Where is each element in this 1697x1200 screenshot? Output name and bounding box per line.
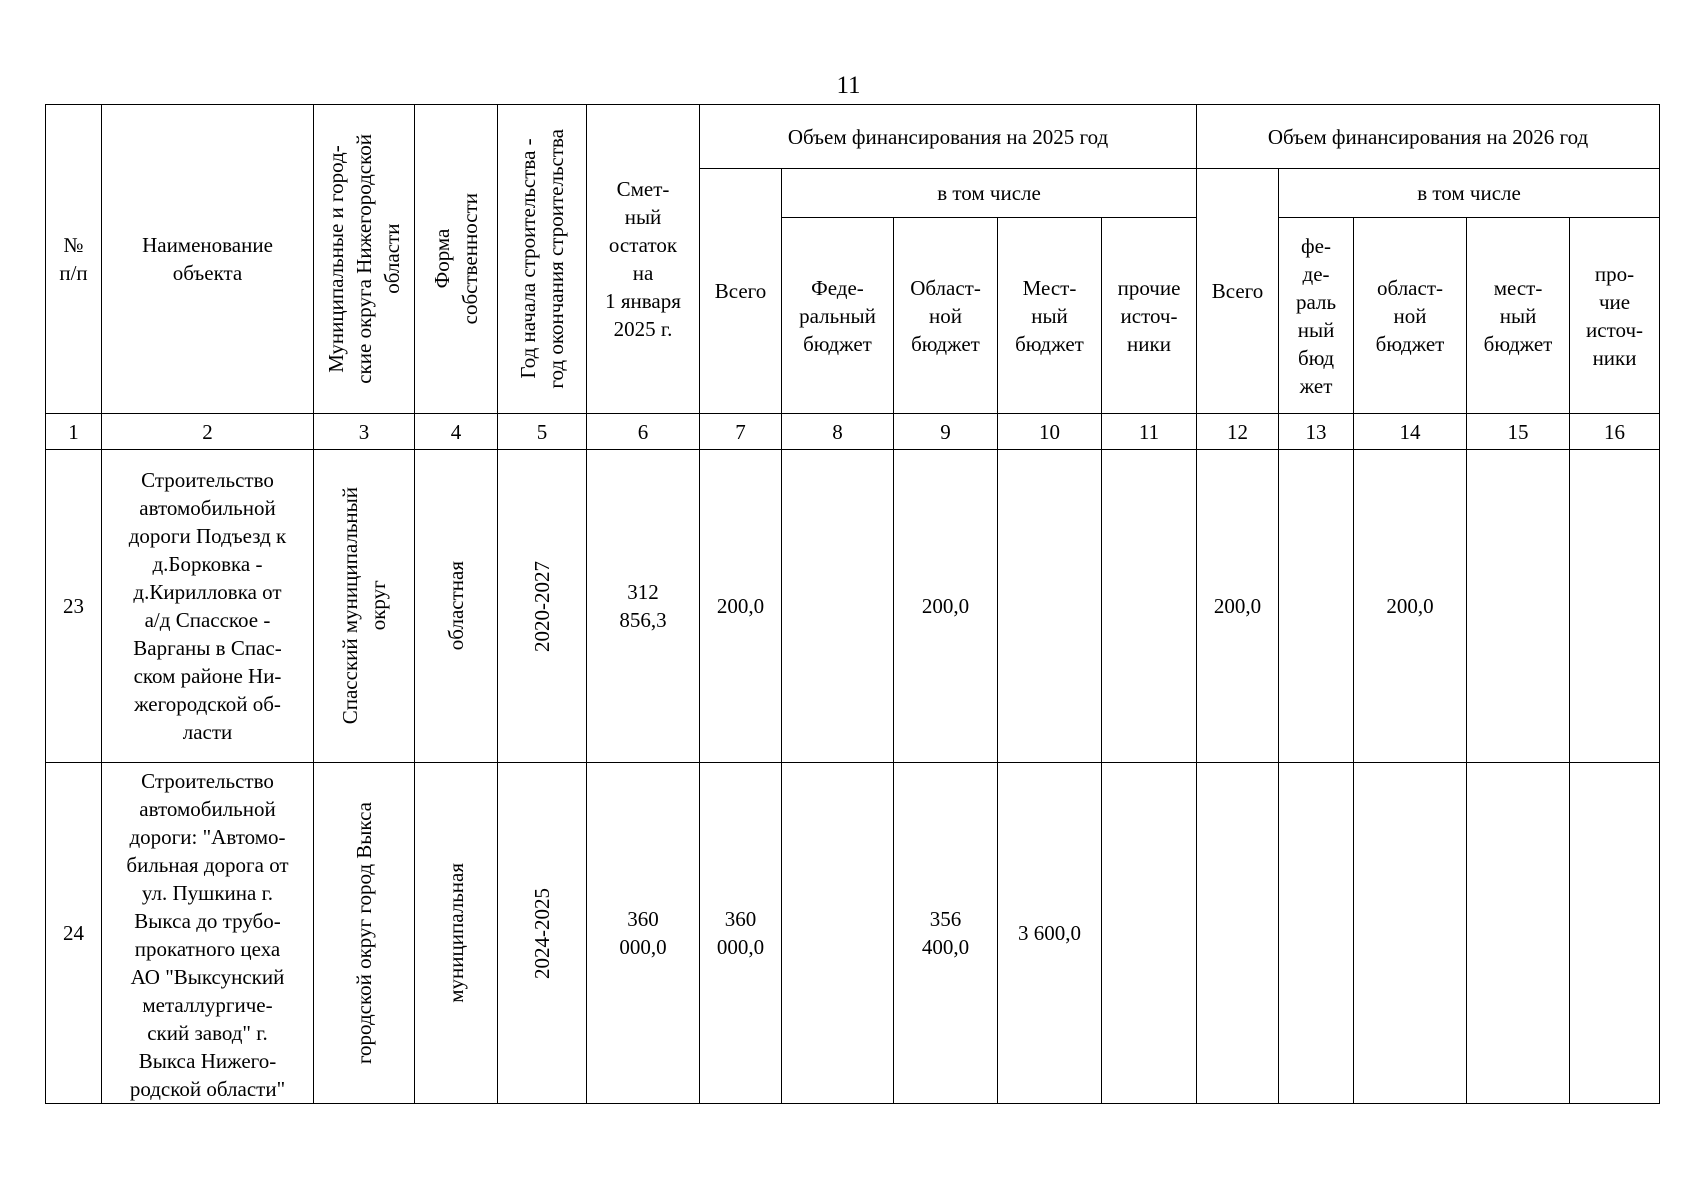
row-2025-federal [782,763,894,1104]
column-number: 10 [998,414,1102,450]
row-2026-local [1467,763,1570,1104]
row-district: Спасский муниципальный округ [338,487,390,725]
header-2026-federal: фе- де- раль ный бюд жет [1279,218,1354,414]
row-2025-regional: 200,0 [894,450,998,763]
row-ownership-cell [415,763,498,1104]
header-2026-local: мест- ный бюджет [1467,218,1570,414]
column-numbers-row [46,414,1660,450]
column-number: 13 [1279,414,1354,450]
row-estimate: 312 856,3 [587,450,700,763]
row-years: 2024-2025 [530,887,554,979]
row-object-name: Строительство автомобильной дороги: "Автомо- бильная дорога от ул. Пушкина г. Выкса до трубо- прокатного цеха АО "Выксунский металлургиче- ский завод" г. Выкса Нижего- родской области" [102,763,314,1104]
header-fin-2026: Объем финансирования на 2026 год [1197,105,1660,169]
header-2025-local: Мест- ный бюджет [998,218,1102,414]
row-years-cell [498,763,587,1104]
header-num: № п/п [46,105,102,414]
row-2026-other [1570,763,1660,1104]
column-number: 1 [46,414,102,450]
row-2026-federal [1279,450,1354,763]
header-district-cell [314,105,415,414]
page-number: 11 [836,72,861,99]
row-ownership-cell [415,450,498,763]
header-district: Муниципальные и город- ские округа Нижегородской области [324,134,404,384]
column-number: 4 [415,414,498,450]
row-object-name: Строительство автомобильной дороги Подъезд к д.Борковка - д.Кирилловка от а/д Спасское - Варганы в Спас- ском районе Ни- жегородской об- ласти [102,450,314,763]
column-number: 15 [1467,414,1570,450]
header-years-cell [498,105,587,414]
row-ownership: муниципальная [444,863,468,1003]
column-number: 12 [1197,414,1279,450]
row-2026-regional [1354,763,1467,1104]
row-num: 24 [46,763,102,1104]
column-number: 2 [102,414,314,450]
column-number: 5 [498,414,587,450]
column-number: 3 [314,414,415,450]
row-2025-total: 200,0 [700,450,782,763]
header-total-2026: Всего [1197,169,1279,414]
column-number: 14 [1354,414,1467,450]
header-ownership: Форма собственности [430,193,482,325]
header-name: Наименование объекта [102,105,314,414]
header-including-2025: в том числе [782,169,1197,218]
header-2026-regional: област- ной бюджет [1354,218,1467,414]
row-ownership: областная [444,561,468,651]
row-2026-other [1570,450,1660,763]
row-district-cell [314,763,415,1104]
header-years: Год начала строительства - год окончания строительства [516,129,568,389]
row-2026-local [1467,450,1570,763]
header-estimate: Смет- ный остаток на 1 января 2025 г. [587,105,700,414]
row-estimate: 360 000,0 [587,763,700,1104]
header-2025-regional: Област- ной бюджет [894,218,998,414]
header-ownership-cell [415,105,498,414]
row-2025-local [998,450,1102,763]
column-number: 8 [782,414,894,450]
row-district: городской округ город Выкса [352,801,376,1065]
column-number: 16 [1570,414,1660,450]
header-2025-other: прочие источ- ники [1102,218,1197,414]
row-2025-total: 360 000,0 [700,763,782,1104]
header-2025-federal: Феде- ральный бюджет [782,218,894,414]
row-2026-total [1197,763,1279,1104]
row-district-cell [314,450,415,763]
row-2026-federal [1279,763,1354,1104]
row-2025-other [1102,450,1197,763]
row-years: 2020-2027 [530,560,554,652]
table-row [46,450,1660,763]
row-2025-regional: 356 400,0 [894,763,998,1104]
header-row-1 [46,105,1660,169]
column-number: 7 [700,414,782,450]
column-number: 6 [587,414,700,450]
row-2025-federal [782,450,894,763]
header-2026-other: про- чие источ- ники [1570,218,1660,414]
row-2025-local: 3 600,0 [998,763,1102,1104]
financing-table [45,104,1660,1104]
row-2026-total: 200,0 [1197,450,1279,763]
row-2025-other [1102,763,1197,1104]
row-num: 23 [46,450,102,763]
column-number: 11 [1102,414,1197,450]
header-total-2025: Всего [700,169,782,414]
header-fin-2025: Объем финансирования на 2025 год [700,105,1197,169]
header-including-2026: в том числе [1279,169,1660,218]
row-2026-regional: 200,0 [1354,450,1467,763]
column-number: 9 [894,414,998,450]
row-years-cell [498,450,587,763]
table-row [46,763,1660,1104]
